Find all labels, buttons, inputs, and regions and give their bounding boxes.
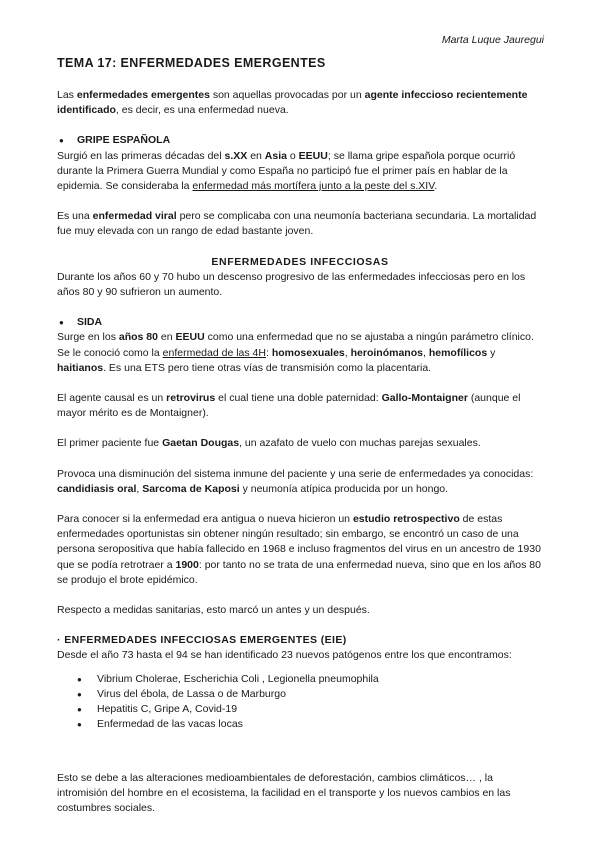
list-item: ● Vibrium Cholerae, Escherichia Coli , Legionella pneumophila xyxy=(77,672,543,687)
sida-paragraph-2: El agente causal es un retrovirus el cual tiene una doble paternidad: Gallo-Montaigner (aunque el mayor mérito es de Montaigner). xyxy=(57,392,521,420)
list-item: ● Hepatitis C, Gripe A, Covid-19 xyxy=(77,702,543,717)
document-body xyxy=(57,88,543,831)
infecciosas-paragraph: Durante los años 60 y 70 hubo un descenso progresivo de las enfermedades infecciosas pero en los años 80 y 90 sufrieron un aumento. xyxy=(57,270,526,299)
sida-paragraph-6: Respecto a medidas sanitarias, esto marcó un antes y un después. xyxy=(57,604,370,617)
gripe-heading: ● GRIPE ESPAÑOLA xyxy=(57,133,543,148)
list-item: ● Virus del ébola, de Lassa o de Marburgo xyxy=(77,687,543,702)
sida-paragraph-3: El primer paciente fue Gaetan Dougas, un azafato de vuelo con muchas parejas sexuales. xyxy=(57,437,481,450)
eie-paragraph: Desde el año 73 hasta el 94 se han identificado 23 nuevos patógenos entre los que encontramos: xyxy=(57,649,512,662)
sida-paragraph-5: Para conocer si la enfermedad era antigua o nueva hicieron un estudio retrospectivo de estas enfermedades oportunistas sin obtener ningún resultado; sin embargo, se encontró un caso de una persona seropositiva que había fallecido en 1968 e incluso fragmentos del virus en un ancestro de 1930 que se podía retrotraer a 1900: por tanto no se trata de una enfermedad nueva, sino que en los años 80 se produjo el brote epidémico. xyxy=(57,513,541,586)
sida-paragraph-1: Surge en los años 80 en EEUU como una enfermedad que no se ajustaba a ningún parámetro clínico. Se le conoció como la enfermedad de las 4H: homosexuales, heroinómanos, hemofílicos y haitianos. Es una ETS pero tiene otras vías de transmisión como la placentaria. xyxy=(57,331,534,374)
gripe-paragraph-1: Surgió en las primeras décadas del s.XX en Asia o EEUU; se llama gripe española porque ocurrió durante la Primera Guerra Mundial y como España no participó fue el primer país en hablar de la epidemia. Se consideraba la enfermedad más mortífera junto a la peste del s.XIV. xyxy=(57,149,516,193)
closing-paragraph: Esto se debe a las alteraciones medioambientales de deforestación, cambios climáticos… , la intromisión del hombre en el ecosistema, la facilidad en el transporte y los nuevos cambios en las costumbres sociales. xyxy=(57,771,511,814)
list-item: ● Enfermedad de las vacas locas xyxy=(77,717,543,732)
eie-heading: · ENFERMEDADES INFECCIOSAS EMERGENTES (EIE) xyxy=(57,634,347,647)
sida-paragraph-4: Provoca una disminución del sistema inmune del paciente y una serie de enfermedades ya conocidas: candidiasis oral, Sarcoma de Kaposi y neumonía atípica producida por un hongo. xyxy=(57,467,534,495)
author-name: Marta Luque Jauregui xyxy=(441,34,544,46)
intro-paragraph: Las enfermedades emergentes son aquellas provocadas por un agente infeccioso recientemente identificado, es decir, es una enfermedad nueva. xyxy=(57,89,528,117)
pathogen-list xyxy=(57,672,543,733)
infecciosas-heading: ENFERMEDADES INFECCIOSAS xyxy=(211,255,389,268)
gripe-paragraph-2: Es una enfermedad viral pero se complicaba con una neumonía bacteriana secundaria. La mortalidad fue muy elevada con un rango de edad bastante joven. xyxy=(57,210,537,238)
sida-heading: ● SIDA xyxy=(57,315,543,330)
page-title: TEMA 17: ENFERMEDADES EMERGENTES xyxy=(57,56,326,70)
